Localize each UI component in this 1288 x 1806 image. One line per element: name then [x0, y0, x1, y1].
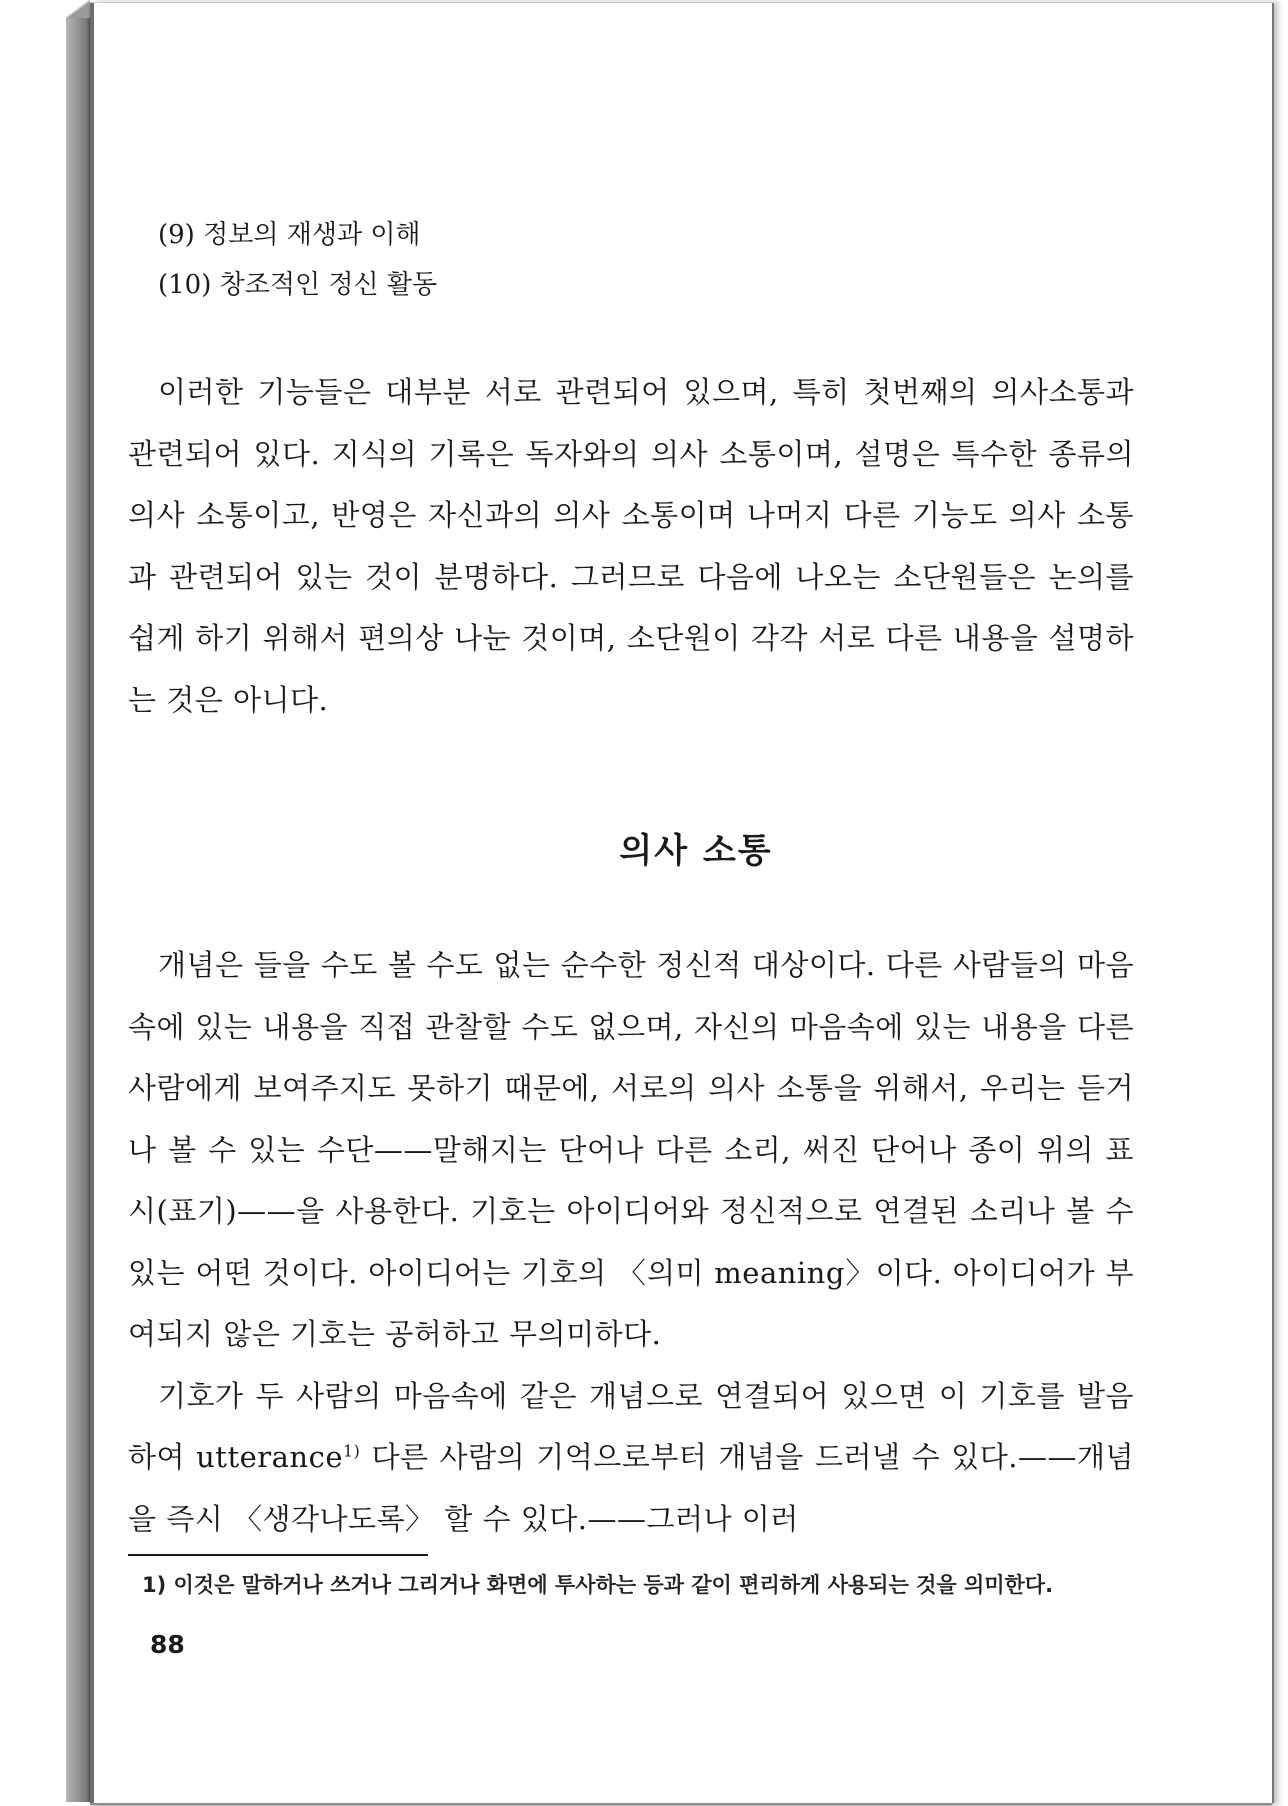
- footnote-divider: [128, 1554, 428, 1556]
- list-item: (10) 창조적인 정신 활동: [158, 270, 438, 300]
- paragraph-signs: [128, 1366, 1134, 1551]
- footnote-ref: 1): [343, 1441, 361, 1461]
- book-spine-cap: [66, 0, 90, 18]
- paragraph-functions: 이러한 기능들은 대부분 서로 관련되어 있으며, 특히 첫번째의 의사소통과 관련되어 있다. 지식의 기록은 독자와의 의사 소통이며, 설명은 특수한 종류의 의사 소통이고, 반영은 자신과의 의사 소통이며 나머지 다른 기능도 의사 소통과 관련되어 있는 것이 분명하다. 그러므로 다음에 나오는 소단원들은 논의를 쉽게 하기 위해서 편의상 나눈 것이며, 소단원이 각각 서로 다른 내용을 설명하는 것은 아니다.: [128, 375, 1134, 717]
- paragraph-signs-text-1: 기호가 두 사람의 마음속에 같은 개념으로 연결되어 있으면 이 기호를 발음하여 utterance: [128, 1378, 1134, 1474]
- footnote: 1) 이것은 말하거나 쓰거나 그리거나 화면에 투사하는 등과 같이 편리하게 사용되는 것을 의미한다.: [142, 1573, 1054, 1597]
- paragraph-concepts: 개념은 들을 수도 볼 수도 없는 순수한 정신적 대상이다. 다른 사람들의 마음속에 있는 내용을 직접 관찰할 수도 없으며, 자신의 마음속에 있는 내용을 다른 사람에게 보여주지도 못하기 때문에, 서로의 의사 소통을 위해서, 우리는 듣거나 볼 수 있는 수단——말해지는 단어나 다른 소리, 써진 단어나 종이 위의 표시(표기)——을 사용한다. 기호는 아이디어와 정신적으로 연결된 소리나 볼 수 있는 어떤 것이다. 아이디어는 기호의 〈의미 meaning〉이다. 아이디어가 부여되지 않은 기호는 공허하고 무의미하다.: [128, 948, 1134, 1351]
- page-number: 88: [150, 1630, 185, 1659]
- section-heading: 의사 소통: [619, 831, 773, 871]
- paragraph-signs-text-2: 다른 사람의 기억으로부터 개념을 드러낼 수 있다.——개념을 즉시 〈생각나도록〉 할 수 있다.——그러나 이러: [128, 1440, 1134, 1536]
- book-spine-edge: [66, 6, 90, 1802]
- page-body: [128, 210, 1134, 1604]
- list-item: (9) 정보의 재생과 이해: [158, 220, 421, 250]
